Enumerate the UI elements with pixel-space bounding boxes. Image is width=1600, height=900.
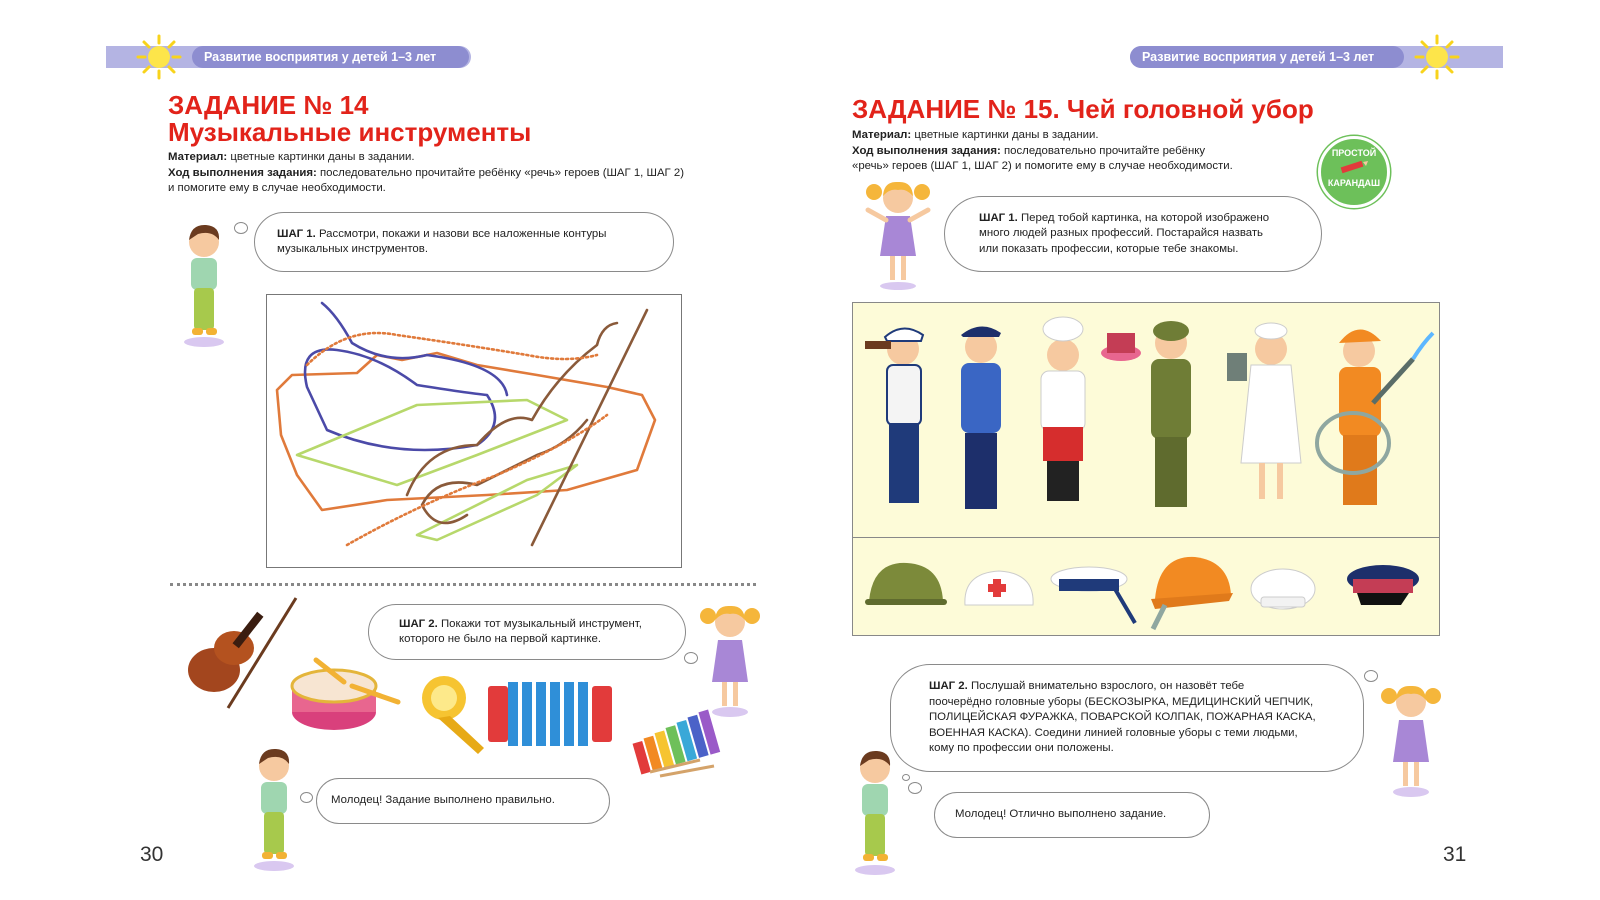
step-2-text: Покажи тот музыкальный инструмент, xyxy=(437,617,642,630)
firefighter-helmet-icon xyxy=(1151,557,1233,629)
page-number-right: 31 xyxy=(1443,843,1467,866)
professions-picture xyxy=(852,302,1440,636)
header-title-right: Развитие восприятия у детей 1–3 лет xyxy=(1130,46,1404,68)
header-title-left: Развитие восприятия у детей 1–3 лет xyxy=(192,46,469,68)
step-2-text-line2: поочерёдно головные уборы (БЕСКОЗЫРКА, МЕДИЦИНСКИЙ ЧЕПЧИК, xyxy=(929,695,1314,708)
step-1-text-line2: много людей разных профессий. Постарайся назвать xyxy=(979,227,1263,240)
step-2-bubble xyxy=(368,604,686,660)
task-15-info xyxy=(852,128,1312,175)
pencil-icon xyxy=(1339,158,1369,176)
instrument-contours-icon xyxy=(267,295,683,569)
praise-bubble-left xyxy=(316,778,610,824)
step-2-text: Послушай внимательно взрослого, он назовёт тебе xyxy=(967,680,1245,693)
step-1-text-line2: музыкальных инструментов. xyxy=(277,243,428,255)
task-14-title xyxy=(168,92,531,146)
step-2-label: ШАГ 2. xyxy=(399,617,438,630)
step-1-label: ШАГ 1. xyxy=(277,227,316,240)
boy-icon xyxy=(846,746,904,876)
sailor-icon xyxy=(865,328,923,503)
sun-icon xyxy=(1414,34,1460,80)
boy-icon xyxy=(176,220,232,348)
material-label: Материал: xyxy=(852,129,912,141)
thought-puff xyxy=(234,222,248,234)
girl-icon xyxy=(862,176,934,292)
step-2-text-line3: ПОЛИЦЕЙСКАЯ ФУРАЖКА, ПОВАРСКОЙ КОЛПАК, ПОЖАРНАЯ КАСКА, xyxy=(929,711,1316,724)
material-label: Материал: xyxy=(168,151,228,163)
drum-icon xyxy=(286,650,406,740)
step-2-bubble xyxy=(890,664,1364,772)
step-2-text-line4: ВОЕННАЯ КАСКА). Соедини линией головные уборы с теми людьми, xyxy=(929,726,1298,739)
soldier-icon xyxy=(1151,321,1191,507)
step-1-label: ШАГ 1. xyxy=(979,211,1018,224)
step-2-label: ШАГ 2. xyxy=(929,680,968,693)
step-1-bubble xyxy=(254,212,674,272)
overlapping-contours-picture xyxy=(266,294,682,568)
professions-row xyxy=(853,303,1441,537)
step-1-text-line3: или показать профессии, которые тебе знакомы. xyxy=(979,242,1239,255)
thought-puff xyxy=(1364,670,1378,682)
page-number-left: 30 xyxy=(140,843,164,866)
badge-line2: КАРАНДАШ xyxy=(1327,178,1381,188)
trumpet-icon xyxy=(418,668,494,758)
thought-puff xyxy=(902,774,910,781)
section-divider xyxy=(170,583,756,586)
picture-separator xyxy=(853,537,1439,538)
step-2-text-line5: кому по профессии они положены. xyxy=(929,742,1114,755)
task-14-name: Музыкальные инструменты xyxy=(168,117,532,147)
girl-icon xyxy=(1380,680,1442,798)
step-1-bubble xyxy=(944,196,1322,272)
nurse-icon xyxy=(1227,323,1301,499)
procedure-text: последовательно прочитайте ребёнку xyxy=(1000,144,1206,157)
step-1-text: Перед тобой картинка, на которой изображено xyxy=(1017,211,1270,224)
praise-text: Молодец! Отлично выполнено задание. xyxy=(955,808,1167,821)
nurse-cap-icon xyxy=(965,571,1033,605)
step-1-text: Рассмотри, покажи и назови все наложенные контуры xyxy=(315,227,607,240)
simple-pencil-badge xyxy=(1318,136,1390,208)
procedure-label: Ход выполнения задания: xyxy=(852,144,1001,157)
praise-bubble-right xyxy=(934,792,1210,838)
task-14-number: ЗАДАНИЕ № 14 xyxy=(168,90,369,120)
police-cap-icon xyxy=(1347,565,1419,605)
accordion-icon xyxy=(488,678,612,750)
thought-puff xyxy=(908,782,922,794)
material-text: цветные картинки даны в задании. xyxy=(911,129,1099,141)
task-15-title: ЗАДАНИЕ № 15. Чей головной убор xyxy=(852,94,1314,124)
step-2-text-line2: которого не было на первой картинке. xyxy=(399,633,602,645)
police-officer-icon xyxy=(961,326,1001,509)
sun-icon xyxy=(136,34,182,80)
military-helmet-icon xyxy=(865,563,947,605)
procedure-text: последовательно прочитайте ребёнку «речь» героев (ШАГ 1, ШАГ 2) xyxy=(316,166,685,179)
sailor-cap-icon xyxy=(1051,567,1135,623)
hats-row xyxy=(853,539,1441,635)
firefighter-icon xyxy=(1317,329,1433,505)
procedure-text-line2: и помогите ему в случае необходимости. xyxy=(168,182,386,194)
thought-puff xyxy=(684,652,698,664)
chef-hat-icon xyxy=(1251,569,1315,609)
boy-icon xyxy=(246,744,302,872)
procedure-text-line2: «речь» героев (ШАГ 1, ШАГ 2) и помогите ему в случае необходимости. xyxy=(852,160,1233,172)
badge-line1: ПРОСТОЙ xyxy=(1331,148,1377,158)
girl-icon xyxy=(700,600,760,718)
thought-puff xyxy=(300,792,313,803)
material-text: цветные картинки даны в задании. xyxy=(227,151,415,163)
procedure-label: Ход выполнения задания: xyxy=(168,166,317,179)
praise-text: Молодец! Задание выполнено правильно. xyxy=(331,794,555,807)
task-14-info xyxy=(168,150,748,197)
cook-icon xyxy=(1041,317,1141,501)
